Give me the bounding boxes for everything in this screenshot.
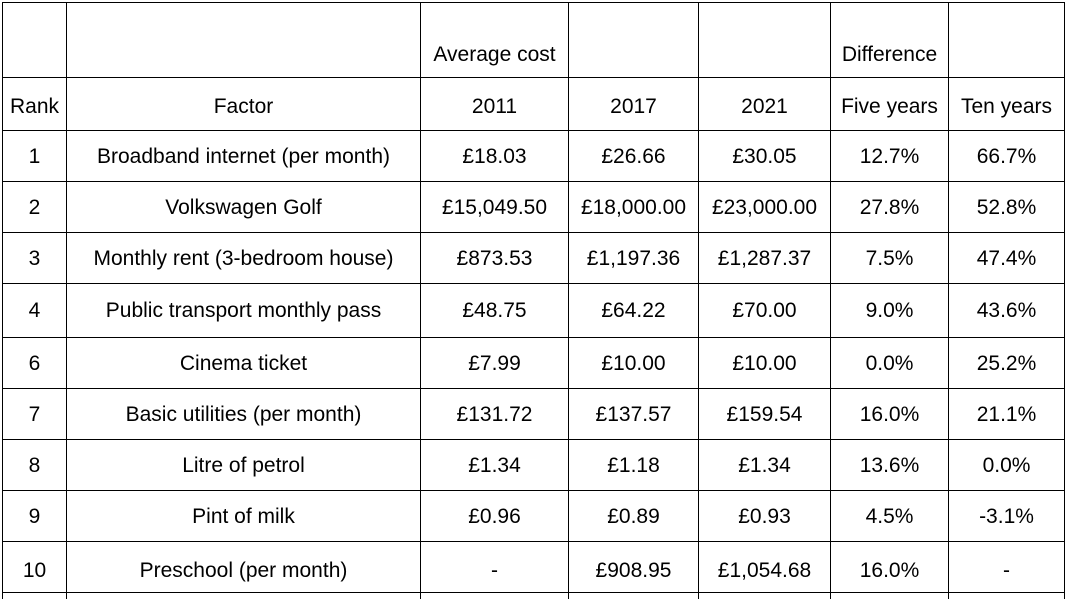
cell-five-years[interactable]: 12.7%	[831, 131, 949, 182]
cost-comparison-table	[2, 2, 1065, 599]
column-header-2017[interactable]: 2017	[569, 78, 699, 131]
cell-rank[interactable]: 8	[3, 440, 67, 491]
header-average-cost[interactable]: Average cost	[421, 3, 569, 78]
cell-ten-years[interactable]: -3.1%	[949, 491, 1065, 542]
empty-cell[interactable]	[699, 593, 831, 599]
cell-ten-years[interactable]: 66.7%	[949, 131, 1065, 182]
cell-2011[interactable]: £0.96	[421, 491, 569, 542]
column-header-2021[interactable]: 2021	[699, 78, 831, 131]
table-row	[3, 491, 1065, 542]
cell-2021[interactable]: £1,287.37	[699, 233, 831, 284]
cell-2021[interactable]: £1,054.68	[699, 542, 831, 593]
cell-2021[interactable]: £10.00	[699, 338, 831, 389]
cell-2011[interactable]: £15,049.50	[421, 182, 569, 233]
cell-factor[interactable]: Basic utilities (per month)	[67, 389, 421, 440]
cell-five-years[interactable]: 13.6%	[831, 440, 949, 491]
header-difference[interactable]: Difference	[831, 3, 949, 78]
cell-2017[interactable]: £0.89	[569, 491, 699, 542]
empty-cell[interactable]	[421, 593, 569, 599]
cell-five-years[interactable]: 27.8%	[831, 182, 949, 233]
cell-2021[interactable]: £159.54	[699, 389, 831, 440]
cell-2011[interactable]: £18.03	[421, 131, 569, 182]
cell-factor[interactable]: Cinema ticket	[67, 338, 421, 389]
cell-five-years[interactable]: 0.0%	[831, 338, 949, 389]
cell-rank[interactable]: 9	[3, 491, 67, 542]
cell-2017[interactable]: £26.66	[569, 131, 699, 182]
table-row	[3, 440, 1065, 491]
column-header-rank[interactable]: Rank	[3, 78, 67, 131]
header-cell[interactable]	[67, 3, 421, 78]
cell-2021[interactable]: £0.93	[699, 491, 831, 542]
cell-2017[interactable]: £137.57	[569, 389, 699, 440]
cell-2017[interactable]: £10.00	[569, 338, 699, 389]
cell-rank[interactable]: 4	[3, 284, 67, 338]
cell-factor[interactable]: Broadband internet (per month)	[67, 131, 421, 182]
cell-five-years[interactable]: 16.0%	[831, 542, 949, 593]
cell-rank[interactable]: 10	[3, 542, 67, 593]
header-cell[interactable]	[569, 3, 699, 78]
header-row-columns	[3, 78, 1065, 131]
table-row	[3, 389, 1065, 440]
cell-2011[interactable]: £1.34	[421, 440, 569, 491]
table-row	[3, 131, 1065, 182]
table-row	[3, 182, 1065, 233]
cell-rank[interactable]: 3	[3, 233, 67, 284]
empty-cell[interactable]	[67, 593, 421, 599]
cell-2021[interactable]: £1.34	[699, 440, 831, 491]
cell-factor[interactable]: Volkswagen Golf	[67, 182, 421, 233]
cell-2017[interactable]: £18,000.00	[569, 182, 699, 233]
cell-five-years[interactable]: 4.5%	[831, 491, 949, 542]
cell-ten-years[interactable]: 25.2%	[949, 338, 1065, 389]
header-cell[interactable]	[949, 3, 1065, 78]
empty-cell[interactable]	[569, 593, 699, 599]
cell-ten-years[interactable]: 47.4%	[949, 233, 1065, 284]
cell-2017[interactable]: £908.95	[569, 542, 699, 593]
cell-rank[interactable]: 1	[3, 131, 67, 182]
cell-five-years[interactable]: 16.0%	[831, 389, 949, 440]
cell-2011[interactable]: -	[421, 542, 569, 593]
cell-factor[interactable]: Litre of petrol	[67, 440, 421, 491]
cell-2011[interactable]: £131.72	[421, 389, 569, 440]
empty-row-stub	[3, 593, 1065, 599]
cell-2021[interactable]: £23,000.00	[699, 182, 831, 233]
cell-rank[interactable]: 7	[3, 389, 67, 440]
header-row-top	[3, 3, 1065, 78]
cell-2021[interactable]: £70.00	[699, 284, 831, 338]
cell-2011[interactable]: £48.75	[421, 284, 569, 338]
cell-rank[interactable]: 6	[3, 338, 67, 389]
cell-ten-years[interactable]: 0.0%	[949, 440, 1065, 491]
cell-rank[interactable]: 2	[3, 182, 67, 233]
cell-2017[interactable]: £64.22	[569, 284, 699, 338]
table-row	[3, 284, 1065, 338]
cell-five-years[interactable]: 7.5%	[831, 233, 949, 284]
cell-ten-years[interactable]: 21.1%	[949, 389, 1065, 440]
column-header-factor[interactable]: Factor	[67, 78, 421, 131]
empty-cell[interactable]	[949, 593, 1065, 599]
cell-factor[interactable]: Preschool (per month)	[67, 542, 421, 593]
column-header-five-years[interactable]: Five years	[831, 78, 949, 131]
cell-2021[interactable]: £30.05	[699, 131, 831, 182]
empty-cell[interactable]	[3, 593, 67, 599]
cell-factor[interactable]: Pint of milk	[67, 491, 421, 542]
cell-ten-years[interactable]: -	[949, 542, 1065, 593]
header-cell[interactable]	[699, 3, 831, 78]
empty-cell[interactable]	[831, 593, 949, 599]
cell-2011[interactable]: £873.53	[421, 233, 569, 284]
cell-2011[interactable]: £7.99	[421, 338, 569, 389]
table-row	[3, 542, 1065, 593]
column-header-ten-years[interactable]: Ten years	[949, 78, 1065, 131]
cell-factor[interactable]: Public transport monthly pass	[67, 284, 421, 338]
column-header-2011[interactable]: 2011	[421, 78, 569, 131]
table-row	[3, 338, 1065, 389]
cell-ten-years[interactable]: 52.8%	[949, 182, 1065, 233]
header-cell[interactable]	[3, 3, 67, 78]
cell-five-years[interactable]: 9.0%	[831, 284, 949, 338]
cell-2017[interactable]: £1.18	[569, 440, 699, 491]
cell-2017[interactable]: £1,197.36	[569, 233, 699, 284]
cell-ten-years[interactable]: 43.6%	[949, 284, 1065, 338]
table-row	[3, 233, 1065, 284]
cell-factor[interactable]: Monthly rent (3-bedroom house)	[67, 233, 421, 284]
